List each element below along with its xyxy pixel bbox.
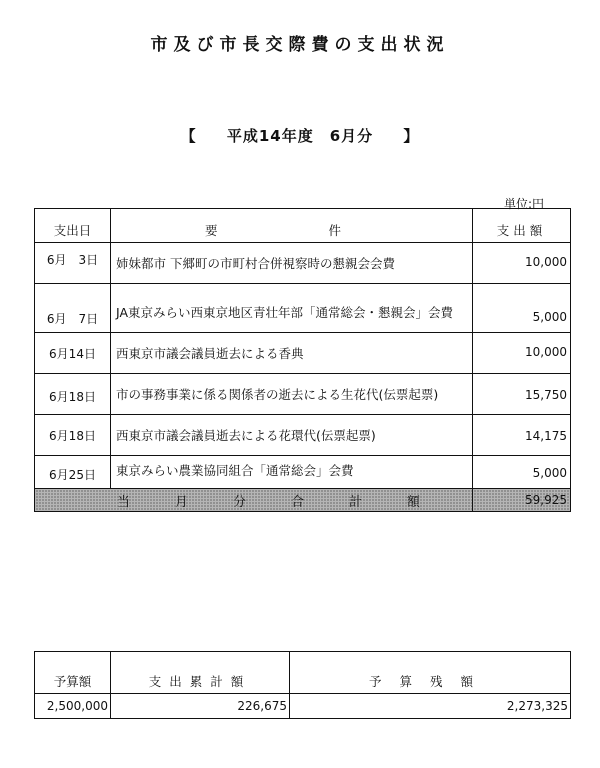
cumulative-amount: 226,675 — [111, 694, 290, 719]
remaining-amount: 2,273,325 — [290, 694, 571, 719]
total-row — [35, 489, 571, 512]
row-amount: 5,000 — [473, 284, 571, 333]
header-remaining: 予算残額 — [290, 652, 571, 694]
budget-table — [34, 651, 571, 719]
budget-table-header — [35, 652, 571, 694]
row-item: 西東京市議会議員逝去による花環代(伝票起票) — [111, 415, 473, 456]
expense-table — [34, 208, 571, 512]
header-item — [111, 209, 473, 243]
header-budget: 予算額 — [35, 652, 111, 694]
budget-values-row — [35, 694, 571, 719]
document-title: 市及び市長交際費の支出状況 — [150, 35, 450, 55]
total-amount: 59,925 — [473, 489, 571, 512]
row-amount: 14,175 — [473, 415, 571, 456]
table-row — [35, 374, 571, 415]
row-date: 6月18日 — [35, 374, 111, 415]
row-date: 6月 3日 — [35, 243, 111, 284]
close-bracket: 】 — [403, 127, 420, 145]
total-label — [35, 489, 473, 512]
total-label-char: 当 — [117, 494, 131, 510]
table-row — [35, 415, 571, 456]
total-label-char: 合 — [290, 494, 304, 510]
table-row — [35, 456, 571, 489]
row-item: 東京みらい農業協同組合「通常総会」会費 — [111, 456, 473, 489]
unit-label: 単位:円 — [504, 197, 545, 211]
table-row — [35, 243, 571, 284]
row-amount: 5,000 — [473, 456, 571, 489]
row-item: 姉妹都市 下郷町の市町村合併視察時の懇親会会費 — [111, 243, 473, 284]
total-label-char: 計 — [348, 494, 362, 510]
fiscal-period — [0, 125, 600, 146]
row-date: 6月25日 — [35, 456, 111, 489]
row-date: 6月18日 — [35, 415, 111, 456]
row-date: 6月 7日 — [35, 284, 111, 333]
header-date: 支出日 — [35, 209, 111, 243]
table-row — [35, 333, 571, 374]
row-amount: 10,000 — [473, 243, 571, 284]
header-item-char-1: 要 — [205, 223, 218, 238]
expense-table-header — [35, 209, 571, 243]
total-label-char: 分 — [232, 494, 246, 510]
row-item: JA東京みらい西東京地区青壮年部「通常総会・懇親会」会費 — [111, 284, 473, 333]
table-row — [35, 284, 571, 333]
header-amount: 支出額 — [473, 209, 571, 243]
header-cumulative: 支出累計額 — [111, 652, 290, 694]
open-bracket: 【 — [180, 127, 197, 145]
row-amount: 15,750 — [473, 374, 571, 415]
row-amount: 10,000 — [473, 333, 571, 374]
row-date: 6月14日 — [35, 333, 111, 374]
total-label-char: 月 — [174, 494, 188, 510]
row-item: 西東京市議会議員逝去による香典 — [111, 333, 473, 374]
total-label-char: 額 — [406, 494, 420, 510]
budget-amount: 2,500,000 — [35, 694, 111, 719]
row-item: 市の事務事業に係る関係者の逝去による生花代(伝票起票) — [111, 374, 473, 415]
period-label: 平成14年度 6月分 — [226, 127, 374, 145]
header-item-char-2: 件 — [328, 223, 342, 238]
